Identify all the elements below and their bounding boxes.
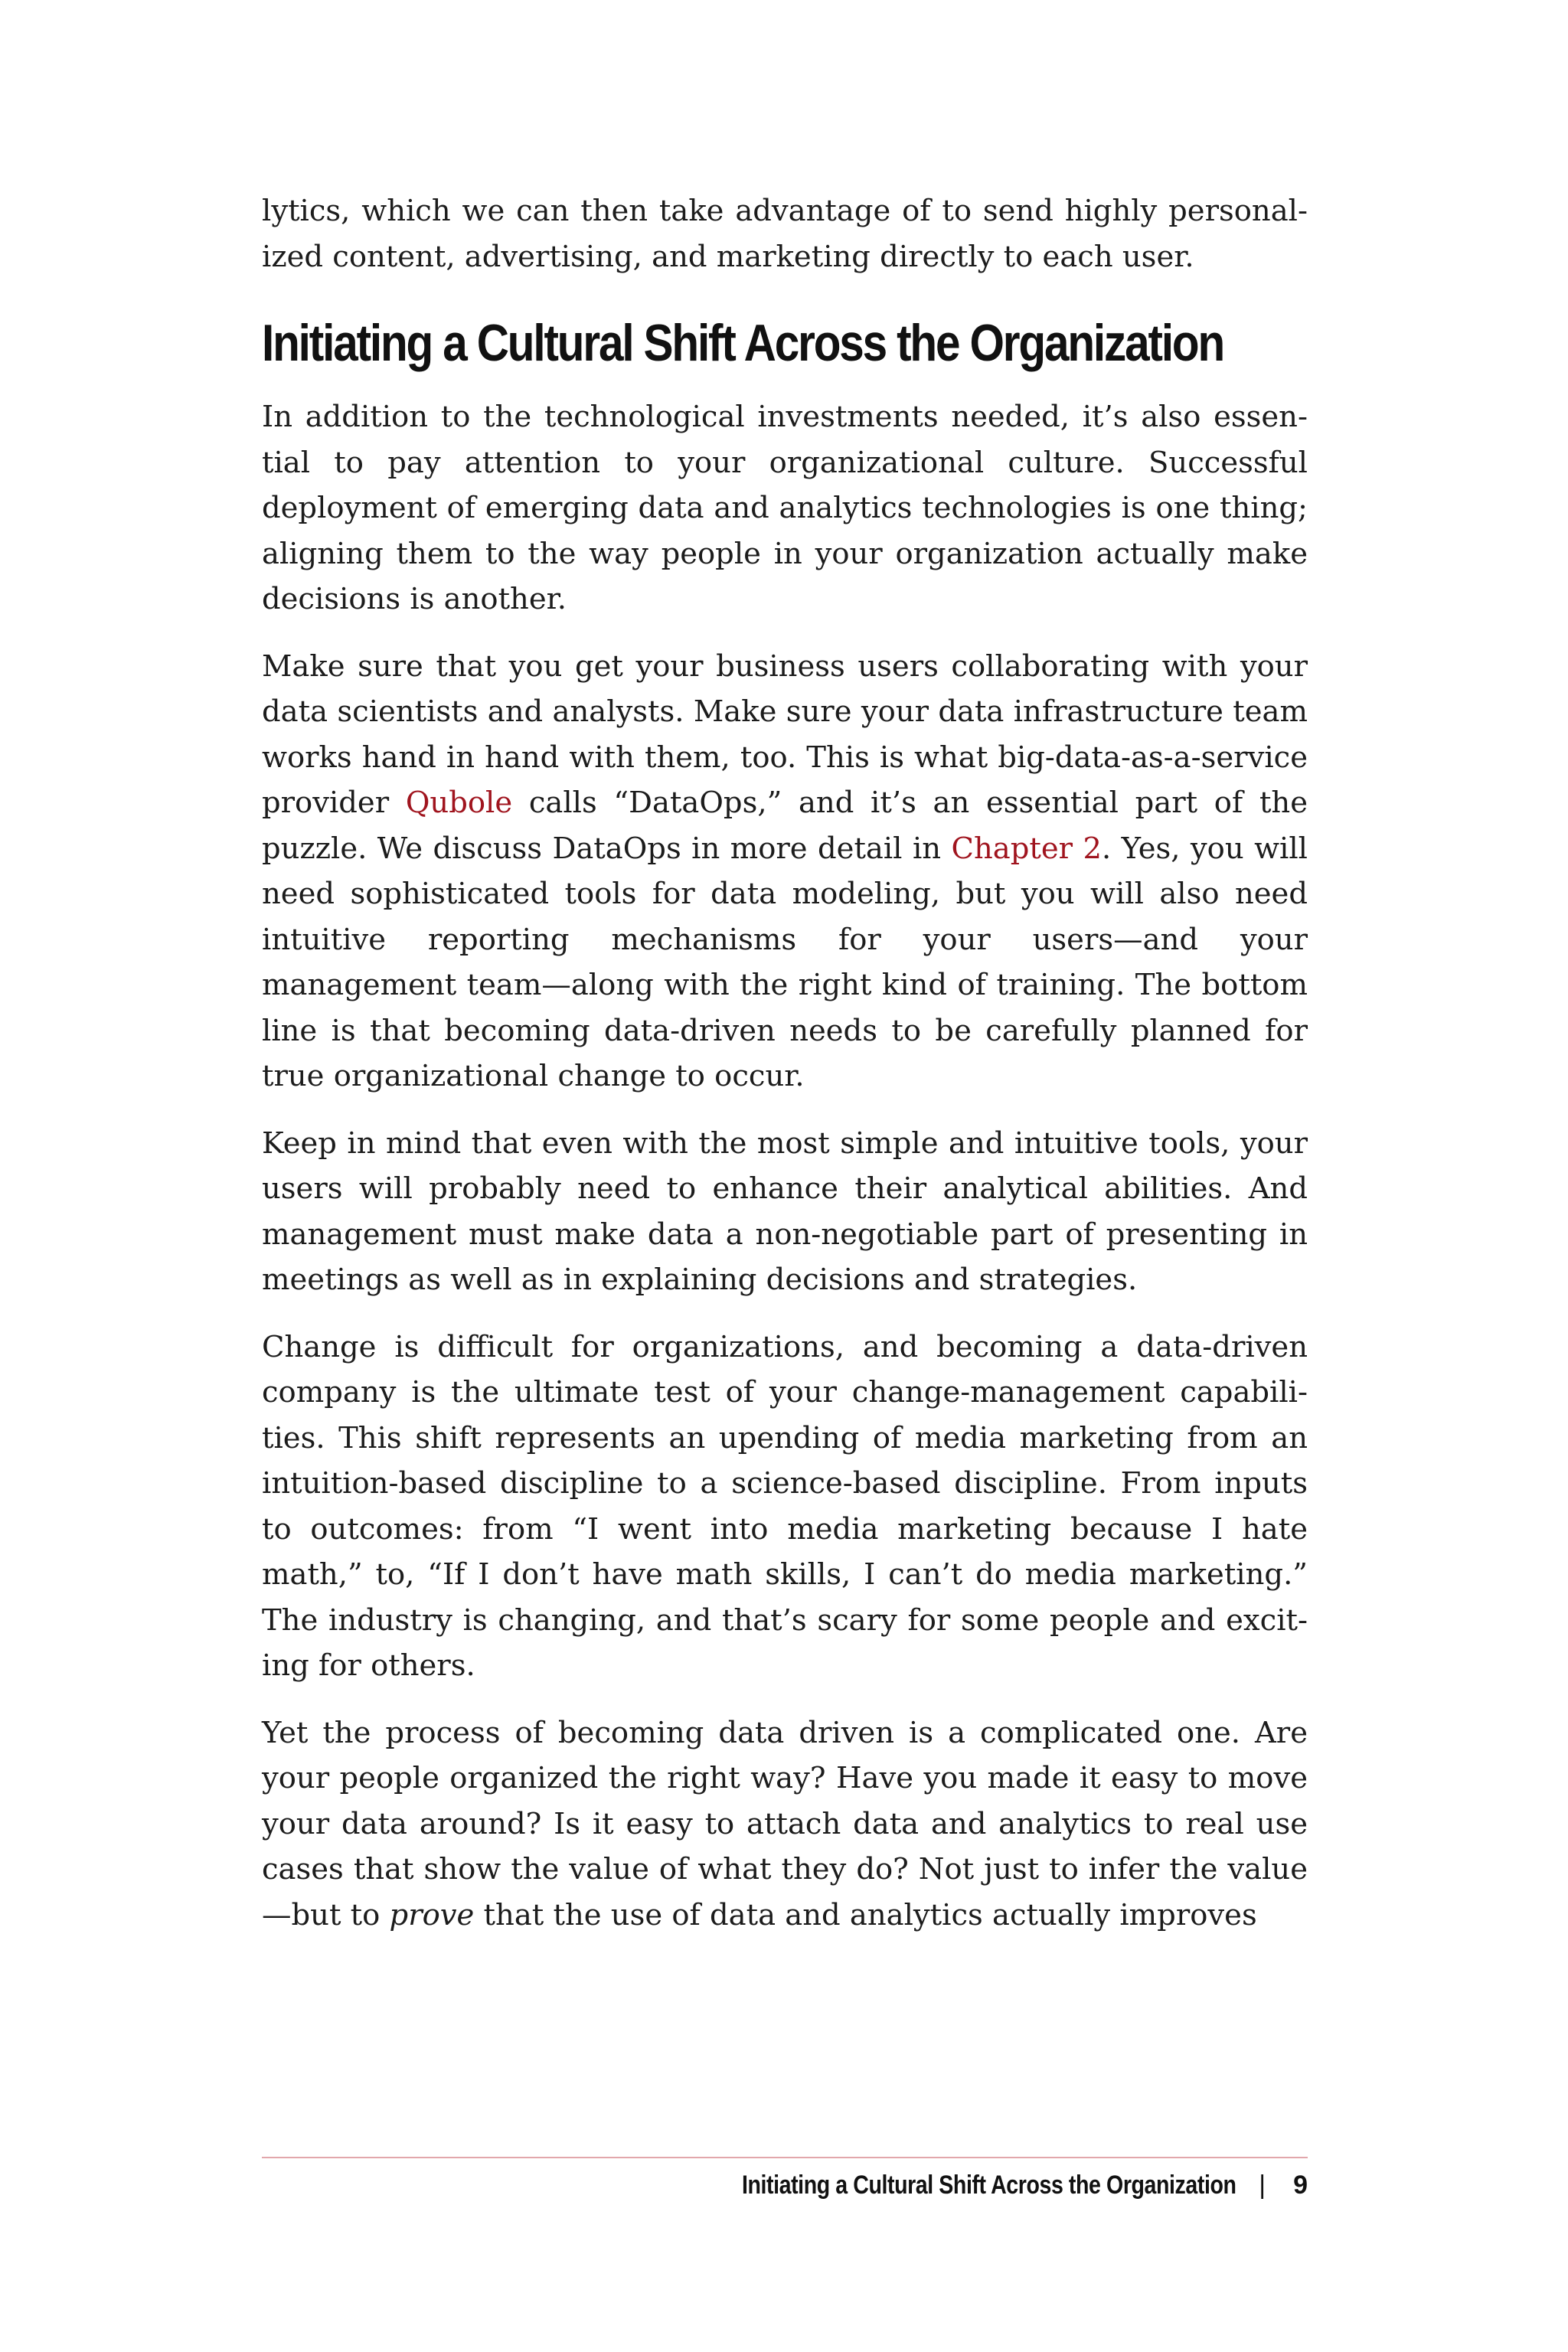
running-footer [648,2168,1308,2202]
paragraph-text: Yet the process of becoming data driven is a complicated one. Are your people organized the right way? Have you made it easy to move your data around? Is it easy to attach data and analytics to real use cases that show the value of what they do? Not just to infer the value —but to [262,1715,1308,1932]
paragraph-text: . Yes, you will need sophisticated tools for data modeling, but you will also need intuitive reporting mechanisms for your users—and your management team—along with the right kind of training. The bottom line is that becoming data-driven needs to be carefully planned for true organizational change to occur. [262,831,1308,1093]
paragraph-culture-intro: In addition to the technological investments needed, it’s also essential to pay attention to your organizational culture. Successful deployment of emerging data and analytics technologies is one thing; aligning them to the way people in your organization actually make decisions is another. [262,400,1308,616]
page-body [262,188,1308,1959]
paragraph-process [262,1710,1308,1939]
footer-separator: | [1259,2171,1266,2200]
paragraph-change: Change is difficult for organizations, and becoming a data-driven company is the ultimate test of your change-management capabilities. This shift represents an upending of media marketing from an intuition-based discipline to a science-based discipline. From inputs to outcomes: from “I went into media marketing because I hate math,” to, “If I don’t have math skills, I can’t do media marketing.” The industry is changing, and that’s scary for some people and exciting for others. [262,1329,1308,1683]
paragraph-continuation: lytics, which we can then take advantage of to send highly personalized content, advertising, and marketing directly to each user. [262,194,1308,274]
paragraph-analytical-abilities: Keep in mind that even with the most simple and intuitive tools, your users will probably need to enhance their analytical abilities. And management must make data a non-negotiable part of presenting in meetings as well as in explaining decisions and strategies. [262,1125,1308,1297]
paragraph-collaboration [262,644,1308,1099]
paragraph-text: calls “DataOps,” and it’s an essential part of the puzzle. We discuss DataOps in more detail in [262,786,1308,866]
qubole-link[interactable]: Qubole [405,786,513,820]
footer-section-title: Initiating a Cultural Shift Across the Organization [741,2171,1236,2200]
emphasis-prove: prove [389,1897,475,1932]
chapter-2-link[interactable]: Chapter 2 [951,831,1102,866]
page-number: 9 [1293,2171,1308,2200]
paragraph-text: Make sure that you get your business users collaborating with your data scientists and analysts. Make sure your data infrastructure team works hand in hand with them, too. This is what big-data-as-a-service provider [262,648,1308,820]
paragraph-text: that the use of data and analytics actually improves [474,1897,1257,1932]
section-heading: Initiating a Cultural Shift Across the Organization [262,314,1224,372]
footer-divider [262,2157,1308,2158]
